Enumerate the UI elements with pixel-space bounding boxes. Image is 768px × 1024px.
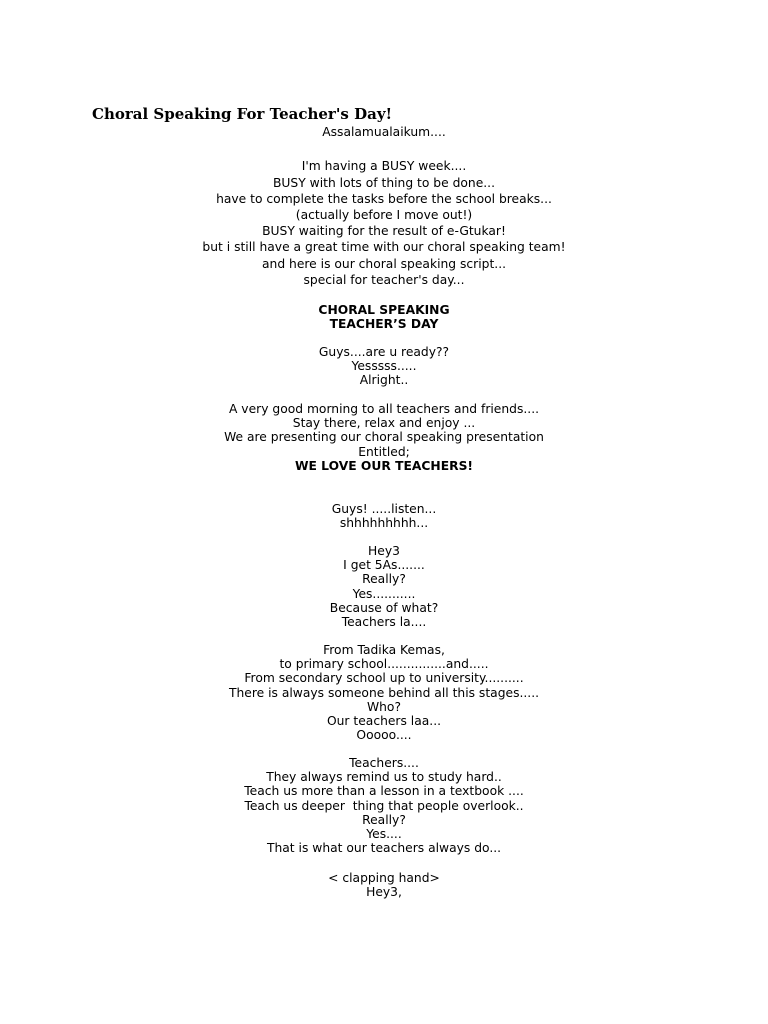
hey-block: [0, 544, 768, 629]
ready-block: [0, 345, 768, 388]
heading-line: CHORAL SPEAKING: [318, 303, 450, 317]
text-line: Alright..: [359, 373, 409, 388]
text-line: Ooooo....: [356, 728, 412, 743]
document-title: Choral Speaking For Teacher's Day!: [92, 105, 393, 123]
text-line: From secondary school up to university..........: [244, 671, 524, 686]
text-line: shhhhhhhhh...: [339, 516, 429, 531]
text-line: Our teachers laa...: [326, 713, 442, 728]
text-line: have to complete the tasks before the school breaks...: [216, 191, 552, 206]
text-line: I'm having a BUSY week....: [301, 159, 467, 174]
text-line: Because of what?: [329, 600, 439, 615]
tadika-block: [0, 643, 768, 742]
text-line: Who?: [366, 699, 401, 714]
text-line: Teachers la....: [341, 614, 427, 629]
teachers-block: [0, 756, 768, 855]
listen-block: [0, 502, 768, 530]
intro-block: [0, 125, 768, 287]
text-line: A very good morning to all teachers and friends....: [228, 402, 540, 416]
text-line: to primary school...............and.....: [279, 657, 489, 672]
text-line: Hey3: [368, 544, 400, 558]
text-line: Guys! .....listen...: [331, 502, 437, 516]
text-line: Yesssss.....: [351, 359, 417, 374]
blank-line: [0, 139, 768, 153]
text-line: but i still have a great time with our choral speaking team!: [202, 240, 566, 255]
morning-block: [0, 402, 768, 473]
text-line: BUSY with lots of thing to be done...: [273, 175, 495, 190]
text-line: Really?: [362, 812, 406, 827]
text-line: That is what our teachers always do...: [266, 841, 502, 856]
text-line: special for teacher's day...: [303, 272, 465, 287]
text-line: We are presenting our choral speaking presentation: [224, 430, 544, 445]
text-line: They always remind us to study hard..: [266, 770, 502, 785]
text-line: (actually before I move out!): [295, 207, 473, 222]
text-line: Assalamualaikum....: [322, 125, 446, 139]
text-line: Teach us more than a lesson in a textbook ....: [244, 784, 524, 799]
text-line: < clapping hand>: [328, 871, 440, 885]
text-line: Yes...........: [352, 586, 416, 601]
text-line: There is always someone behind all this stages.....: [228, 685, 540, 700]
heading-line: TEACHER’S DAY: [329, 317, 439, 332]
text-line: BUSY waiting for the result of e-Gtukar!: [262, 224, 506, 239]
text-line: Hey3,: [366, 885, 402, 900]
text-line: Guys....are u ready??: [318, 345, 450, 359]
text-line: Entitled;: [358, 444, 410, 459]
text-line: Teach us deeper thing that people overlook..: [244, 798, 524, 813]
text-line: I get 5As.......: [343, 558, 425, 573]
script-heading: [0, 303, 768, 331]
text-line: Yes....: [366, 826, 402, 841]
presentation-title: WE LOVE OUR TEACHERS!: [294, 458, 474, 473]
text-line: Stay there, relax and enjoy ...: [292, 416, 476, 431]
text-line: From Tadika Kemas,: [323, 643, 445, 657]
text-line: Teachers....: [349, 756, 419, 770]
end-block: [0, 871, 768, 899]
text-line: and here is our choral speaking script...: [261, 256, 507, 271]
text-line: Really?: [362, 572, 406, 587]
